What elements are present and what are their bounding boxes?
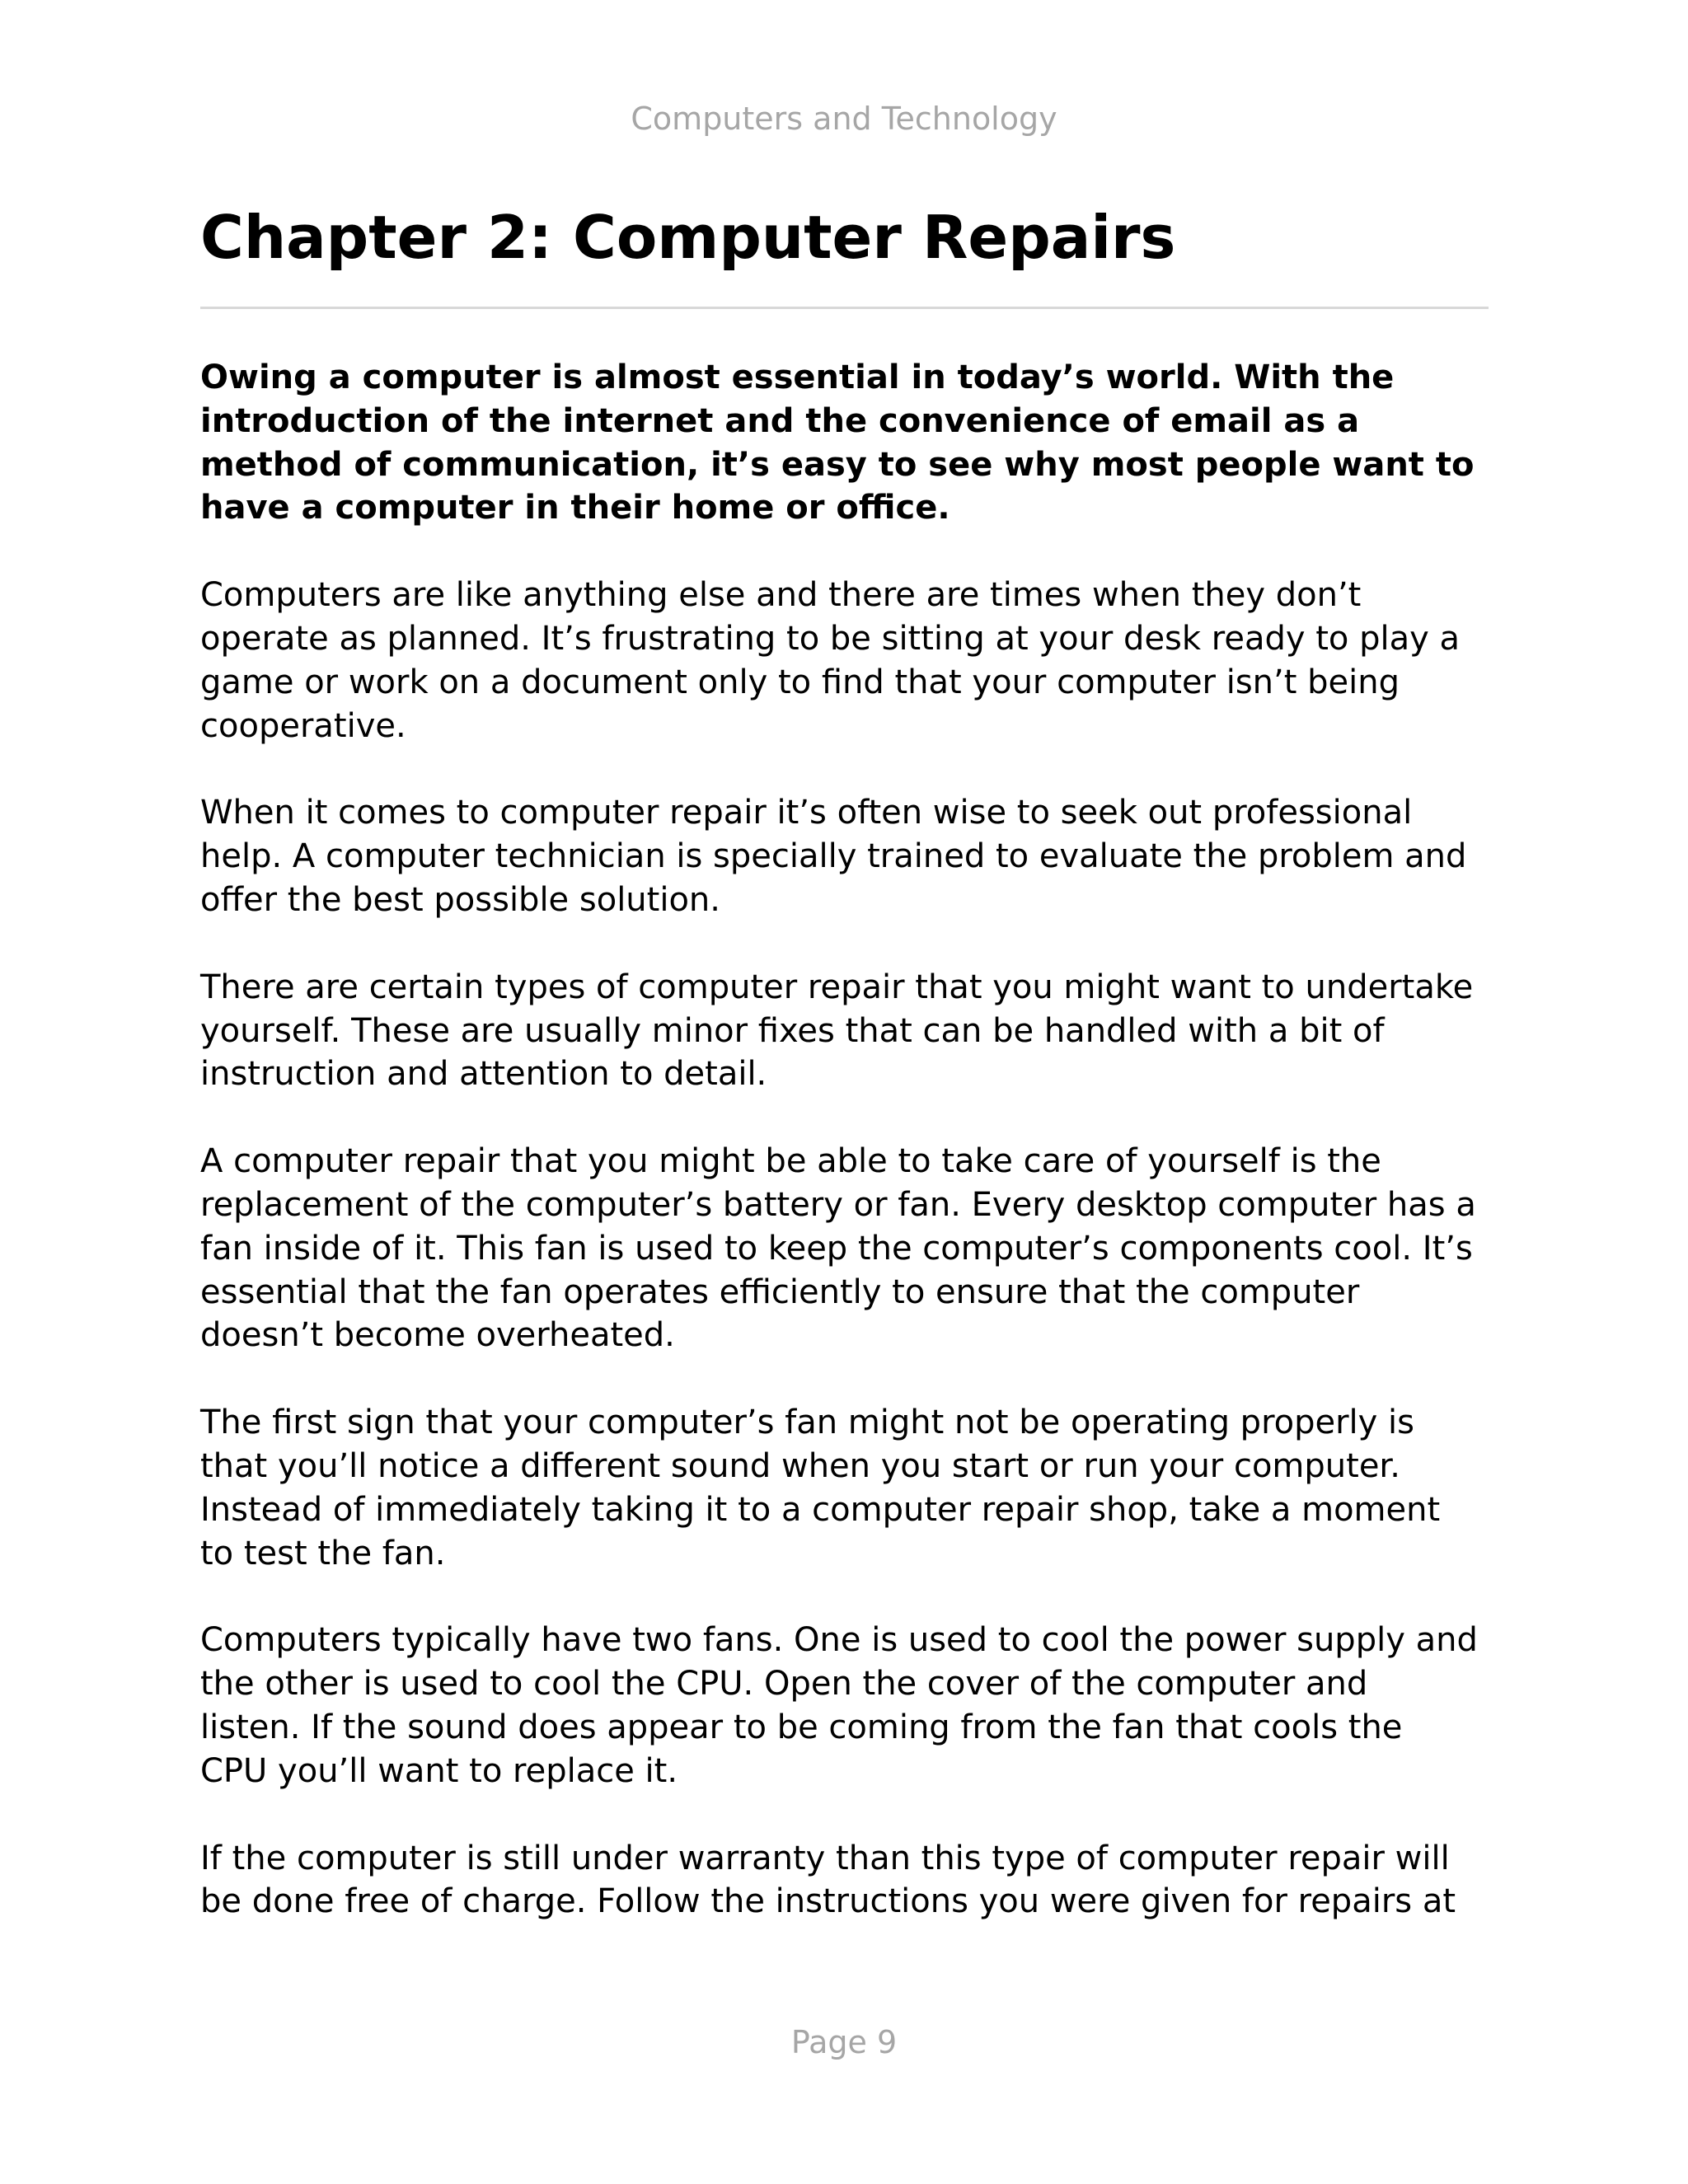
paragraph: There are certain types of computer repair that you might want to undertake yourself. These are usually minor fixes that can be handled with a bit of instruction and attention to detail. <box>200 968 1474 1094</box>
title-divider <box>200 307 1489 309</box>
lead-paragraph: Owing a computer is almost essential in today’s world. With the introduction of the internet and the convenience of email as a method of communication, it’s easy to see why most people want to have a computer in their home or office. <box>200 359 1475 527</box>
page-number: Page 9 <box>790 2024 898 2060</box>
paragraph: When it comes to computer repair it’s often wise to seek out professional help. A computer technician is specially trained to evaluate the problem and offer the best possible solution. <box>200 794 1467 919</box>
paragraph: Computers typically have two fans. One is used to cool the power supply and the other is used to cool the CPU. Open the cover of the computer and listen. If the sound does appear to be coming from the fan that cools the CPU you’ll want to replace it. <box>200 1621 1478 1790</box>
running-header: Computers and Technology <box>631 101 1057 137</box>
document-body <box>200 356 1519 1967</box>
paragraph: If the computer is still under warranty than this type of computer repair will be done free of charge. Follow the instructions you were given for repairs at <box>200 1839 1456 1921</box>
paragraph: Computers are like anything else and there are times when they don’t operate as planned. It’s frustrating to be sitting at your desk ready to play a game or work on a document only to find that your computer isn’t being cooperative. <box>200 576 1461 745</box>
paragraph: The first sign that your computer’s fan might not be operating properly is that you’ll notice a different sound when you start or run your computer. Instead of immediately taking it to a computer repair shop, take a moment to test the fan. <box>200 1404 1441 1572</box>
paragraph: A computer repair that you might be able to take care of yourself is the replacement of the computer’s battery or fan. Every desktop computer has a fan inside of it. This fan is used to keep the computer’s components cool. It’s essential that the fan operates efficiently to ensure that the computer doesn’t become overheated. <box>200 1142 1476 1355</box>
chapter-heading <box>200 198 1503 277</box>
chapter-title: Chapter 2: Computer Repairs <box>200 203 1176 272</box>
